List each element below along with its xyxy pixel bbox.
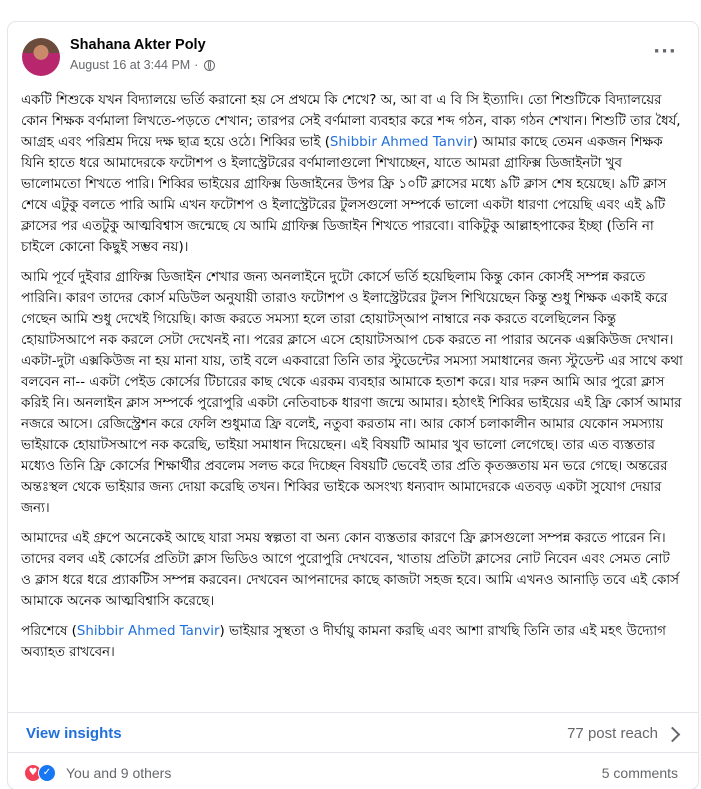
post-paragraph [21,90,683,258]
mention-link[interactable]: Shibbir Ahmed Tanvir [76,624,220,639]
view-insights-link[interactable]: View insights [26,725,122,742]
like-icon: ✓ [38,764,56,782]
post-timestamp[interactable]: August 16 at 3:44 PM [70,58,191,72]
insights-bar [8,712,698,753]
comments-count[interactable]: 5 comments [601,765,678,781]
post-paragraph [21,267,683,519]
post-paragraph [21,621,683,663]
post-card [8,22,698,789]
paragraph-text: আমাদের এই গ্রুপে অনেকেই আছে যারা সময় স্বল্পতা বা অন্য কোন ব্যস্ততার কারণে ফ্রি ক্লাসগুলো সম্পন্ন করতে পারেন নি। তাদের বলব এই কোর্সের প্রতিটা ক্লাস ভিডিও আগে পুরোপুরি দেখবেন, খাতায় প্রতিটা ক্লাসের নোট নিবেন এবং সেমত নোট ও ক্লাস ধরে ধরে প্র্যাকটিস সম্পন্ন করবেন। দেখবেন আপনাদের কাছে কাজটা সহজ হবে। আমি এখনও আনাড়ি তবে এই কোর্স আমাকে অনেক আত্মবিশ্বাসি করেছে। [21,531,679,609]
paragraph-text: ) ভাইয়ার সুস্থতা ও দীর্ঘায়ু কামনা করছি এবং আশা রাখছি তিনি তার এই মহৎ উদ্যোগ অব্যাহত রাখবেন। [21,624,666,660]
chevron-right-icon[interactable] [665,727,681,743]
post-paragraph [21,528,683,612]
reaction-summary[interactable]: You and 9 others [66,765,172,781]
heart-icon: ♥ [24,764,42,782]
author-name[interactable]: Shahana Akter Poly [70,37,206,53]
paragraph-text: পরিশেষে ( [21,624,77,639]
post-reach: 77 post reach [567,725,658,742]
post-meta [70,58,215,72]
more-options-button[interactable]: ··· [653,41,677,62]
post-body [21,90,683,672]
mention-link[interactable]: Shibbir Ahmed Tanvir [329,135,473,150]
avatar[interactable] [22,38,60,76]
globe-icon[interactable] [204,60,215,71]
reactions-bar [8,752,698,789]
paragraph-text: আমি পূর্বে দুইবার গ্রাফিক্স ডিজাইন শেখার জন্য অনলাইনে দুটো কোর্সে ভর্তি হয়েছিলাম কিন্তু কোন কোর্সই সম্পন্ন করতে পারিনি। কারণ তাদের কোর্স মডিউল অনুযায়ী তারাও ফটোশপ ও ইলাস্ট্রেটরের টুলস শিখিয়েছেন কিন্তু শুধু শিক্ষক একাই করে গেছেন আমি শুধু দেখেই গিয়েছি। কাজ করতে সমস্যা হলে তারা হোয়াটস্আপ নাম্বারে নক করতে বলেছিলেন কিন্তু হোয়াটসআপে নক করলে সেটা দেখেনই না। পরের ক্লাসে এসে হোয়াটসআপ চেক করতে না পারার অনেক এক্সকিউজ দেখান। একটা-দুটা এক্সকিউজ না হয় মানা যায়, তাই বলে একবারো তিনি তার স্টুডেন্টের সমস্যা সমাধানের জন্য স্টুডেন্ট এর সাথে কথা বলবেন না-- একটা পেইড কোর্সের টিচারের কাছ থেকে এরকম ব্যবহার আমাকে হতাশ করে। যার দরুন আমি আর পুরো ক্লাস করিই নি। অনলাইন ক্লাস সম্পর্কে পুরোপুরি একটা নেতিবাচক ধারণা জন্মে আমার। হঠাৎই শিব্বির ভাইয়ের এই ফ্রি কোর্স আমার নজরে আসে। রেজিস্ট্রেশন করে ফেলি শুধুমাত্র ফ্রি বলেই, নতুবা করতাম না। আর কোর্স চলাকালীন আমার যেকোন সমস্যায় ভাইয়াকে হোয়াটসআপে নক করেছি, ভাইয়া সমাধান দিয়েছেন। এই বিষয়টি আমার খুব ভালো লেগেছে। তার এত ব্যস্ততার মধ্যেও তিনি ফ্রি কোর্সের শিক্ষার্থীর প্রবলেম সলভ করে দিচ্ছেন বিষয়টি ভেবেই তার প্রতি কৃতজ্ঞতায় মন ভরে গেছে। অন্তরের অন্তঃস্থল থেকে ভাইয়ার জন্য দোয়া করেছি তখন। শিব্বির ভাইকে অসংখ্য ধন্যবাদ আমাদেরকে এতবড় একটা সুযোগ দেয়ার জন্য। [21,270,683,516]
paragraph-text: ) আমার কাছে তেমন একজন শিক্ষক যিনি হাতে ধরে আমাদেরকে ফটোশপ ও ইলাস্ট্রেটরের বর্ণমালাগুলো শিখাচ্ছেন, যাতে আমরা গ্রাফিক্স ডিজাইনটা খুব ভালোমতো শিখতে পারি। শিব্বির ভাইয়ের গ্রাফিক্স ডিজাইনের উপর ফ্রি ১০টি ক্লাসের মধ্যে ৯টি ক্লাস শেষ হয়েছে। ৯টি ক্লাস শেষে এটুকু বলতে পারি আমি এখন ফটোশপ ও ইলাস্ট্রেটরের টুলসগুলো সম্পর্কে ভালো একটা ধারণা পেয়েছি এবং এই ৯টি ক্লাসের পর এতটুকু আত্মবিশ্বাস জন্মেছে যে আমি গ্রাফিক্স ডিজাইন শিখতে পারবো। বাকিটুকু আল্লাহপাকের ইচ্ছা (তিনি না চাইলে কোনো কিছুই সম্ভব নয়)। [21,135,667,255]
reaction-icons[interactable] [24,764,64,782]
meta-separator: · [194,58,199,72]
post-header [22,36,684,78]
paragraph-text: একটি শিশুকে যখন বিদ্যালয়ে ভর্তি করানো হয় সে প্রথমে কি শেখে? অ, আ বা এ বি সি ইত্যাদি। তো শিশুটিকে বিদ্যালয়ের কোন শিক্ষক বর্ণমালা লিখতে-পড়তে শেখান; তারপর সেই বর্ণমালা ব্যবহার করে শব্দ গঠন, বাক্য গঠন শেখান। শিশুটি তার ধৈর্য, আগ্রহ এবং পরিশ্রম দিয়ে দক্ষ ছাত্র হয়ে ওঠে। শিব্বির ভাই ( [21,93,681,150]
